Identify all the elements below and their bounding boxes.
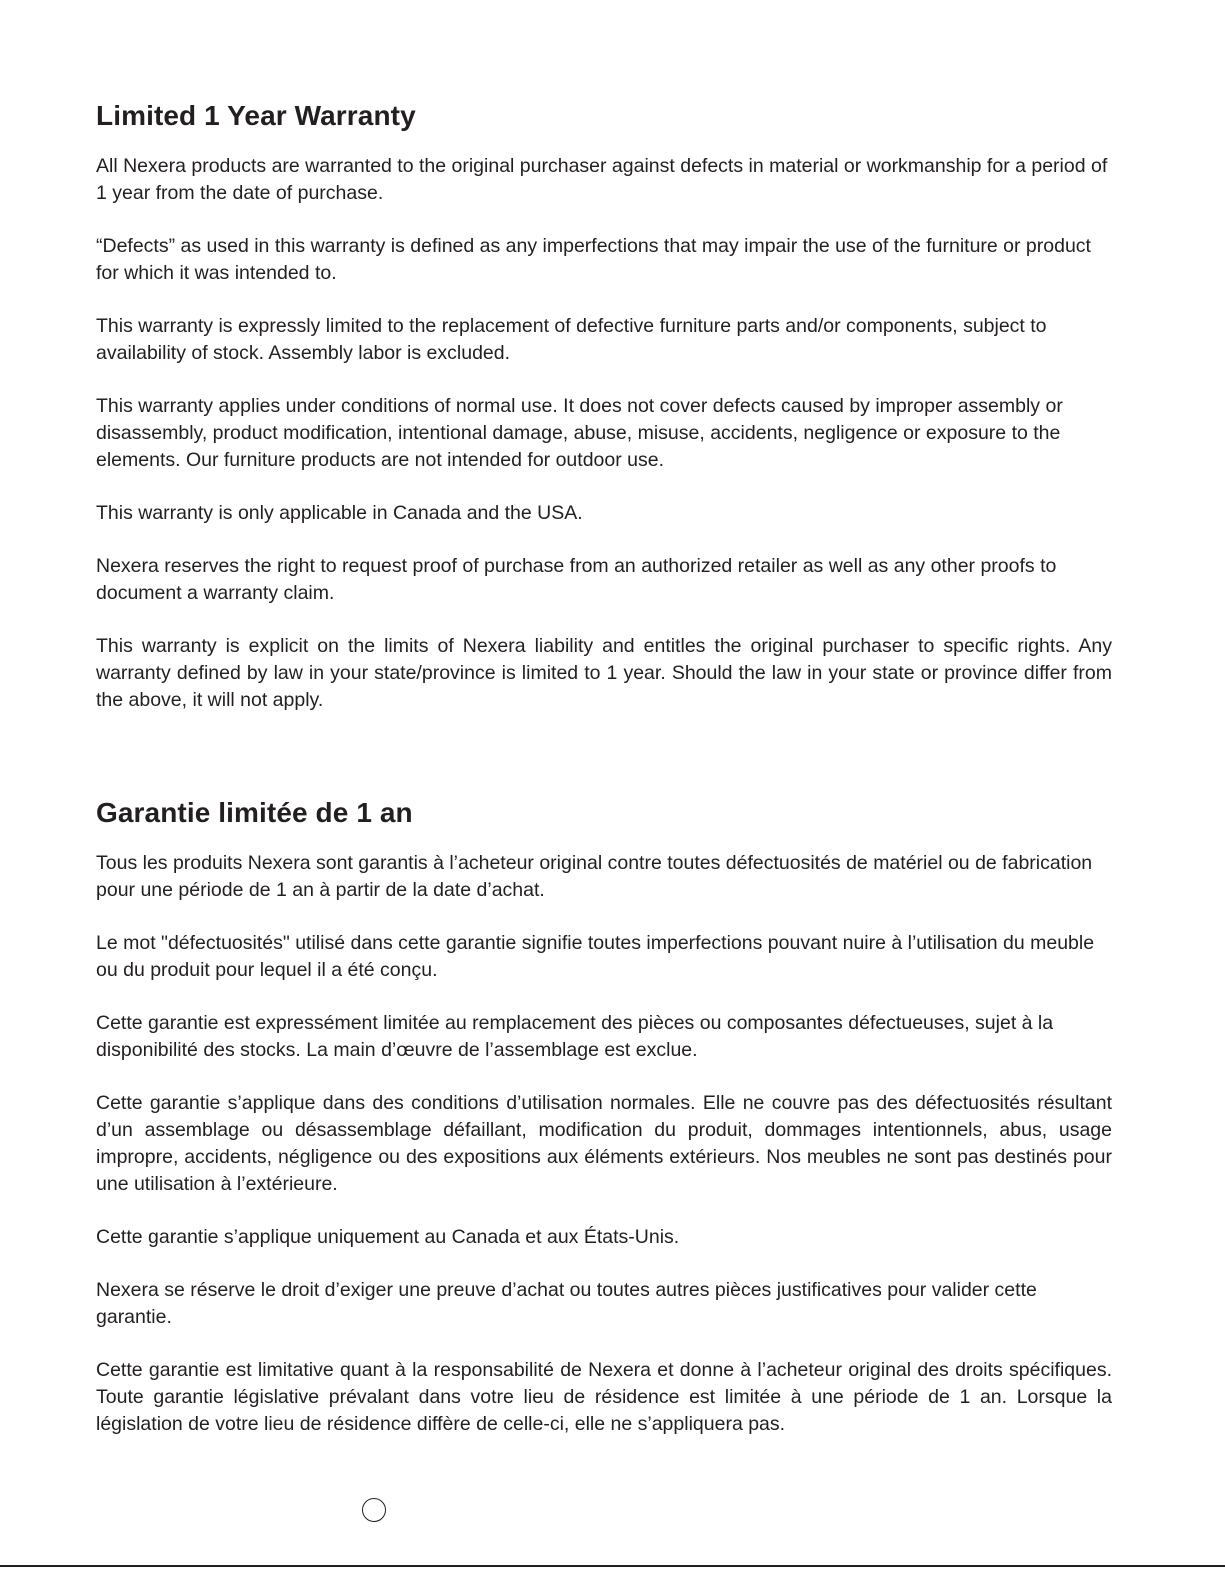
english-paragraph-liability: This warranty is explicit on the limits of Nexera liability and entitles the original purchaser to specific rights. Any warranty defined by law in your state/province is limited to 1 year. Should the law in your state or province differ from the above, it will not apply. [96, 635, 1112, 711]
english-paragraph-proof-of-purchase: Nexera reserves the right to request proof of purchase from an authorized retailer as well as any other proofs to document a warranty claim. [96, 555, 1057, 604]
english-paragraph-normal-use: This warranty applies under conditions of normal use. It does not cover defects caused by improper assembly or disassembly, product modification, intentional damage, abuse, misuse, accidents, negligence or exposure to the elements. Our furniture products are not intended for outdoor use. [96, 395, 1063, 471]
french-paragraph-defects-definition: Le mot "défectuosités" utilisé dans cette garantie signifie toutes imperfections pouvant nuire à l’utilisation du meuble ou du produit pour lequel il a été conçu. [96, 932, 1095, 981]
page-circle-marker [362, 1498, 386, 1522]
french-paragraph-territory: Cette garantie s’applique uniquement au Canada et aux États-Unis. [96, 1226, 680, 1248]
french-paragraph-proof-of-purchase: Nexera se réserve le droit d’exiger une preuve d’achat ou toutes autres pièces justificatives pour valider cette garantie. [96, 1279, 1037, 1328]
english-paragraph-territory: This warranty is only applicable in Canada and the USA. [96, 502, 583, 524]
french-paragraph-normal-use: Cette garantie s’applique dans des conditions d’utilisation normales. Elle ne couvre pas des défectuosités résultant d’un assemblage ou désassemblage défaillant, modification du produit, dommages intentionnels, abus, usage impropre, accidents, négligence ou des expositions aux éléments extérieurs. Nos meubles ne sont pas destinés pour une utilisation à l’extérieure. [96, 1092, 1112, 1195]
french-paragraph-replacement-limit: Cette garantie est expressément limitée au remplacement des pièces ou composantes défectueuses, sujet à la disponibilité des stocks. La main d’œuvre de l’assemblage est exclue. [96, 1012, 1054, 1061]
french-warranty-title: Garantie limitée de 1 an [96, 797, 413, 828]
french-paragraph-liability: Cette garantie est limitative quant à la responsabilité de Nexera et donne à l’acheteur original des droits spécifiques. Toute garantie législative prévalant dans votre lieu de résidence est limitée à une période de 1 an. Lorsque la législation de votre lieu de résidence diffère de celle-ci, elle ne s’appliquera pas. [96, 1359, 1112, 1435]
warranty-section-french [96, 793, 1112, 1464]
english-paragraph-coverage: All Nexera products are warranted to the original purchaser against defects in material or workmanship for a period of 1 year from the date of purchase. [96, 155, 1108, 204]
warranty-section-english [96, 96, 1112, 740]
english-paragraph-replacement-limit: This warranty is expressly limited to the replacement of defective furniture parts and/or components, subject to availability of stock. Assembly labor is excluded. [96, 315, 1047, 364]
bottom-divider [0, 1565, 1225, 1567]
english-warranty-title: Limited 1 Year Warranty [96, 100, 416, 131]
french-paragraph-coverage: Tous les produits Nexera sont garantis à l’acheteur original contre toutes défectuosités de matériel ou de fabrication pour une période de 1 an à partir de la date d’achat. [96, 852, 1093, 901]
english-paragraph-defects-definition: “Defects” as used in this warranty is defined as any imperfections that may impair the use of the furniture or product for which it was intended to. [96, 235, 1091, 284]
